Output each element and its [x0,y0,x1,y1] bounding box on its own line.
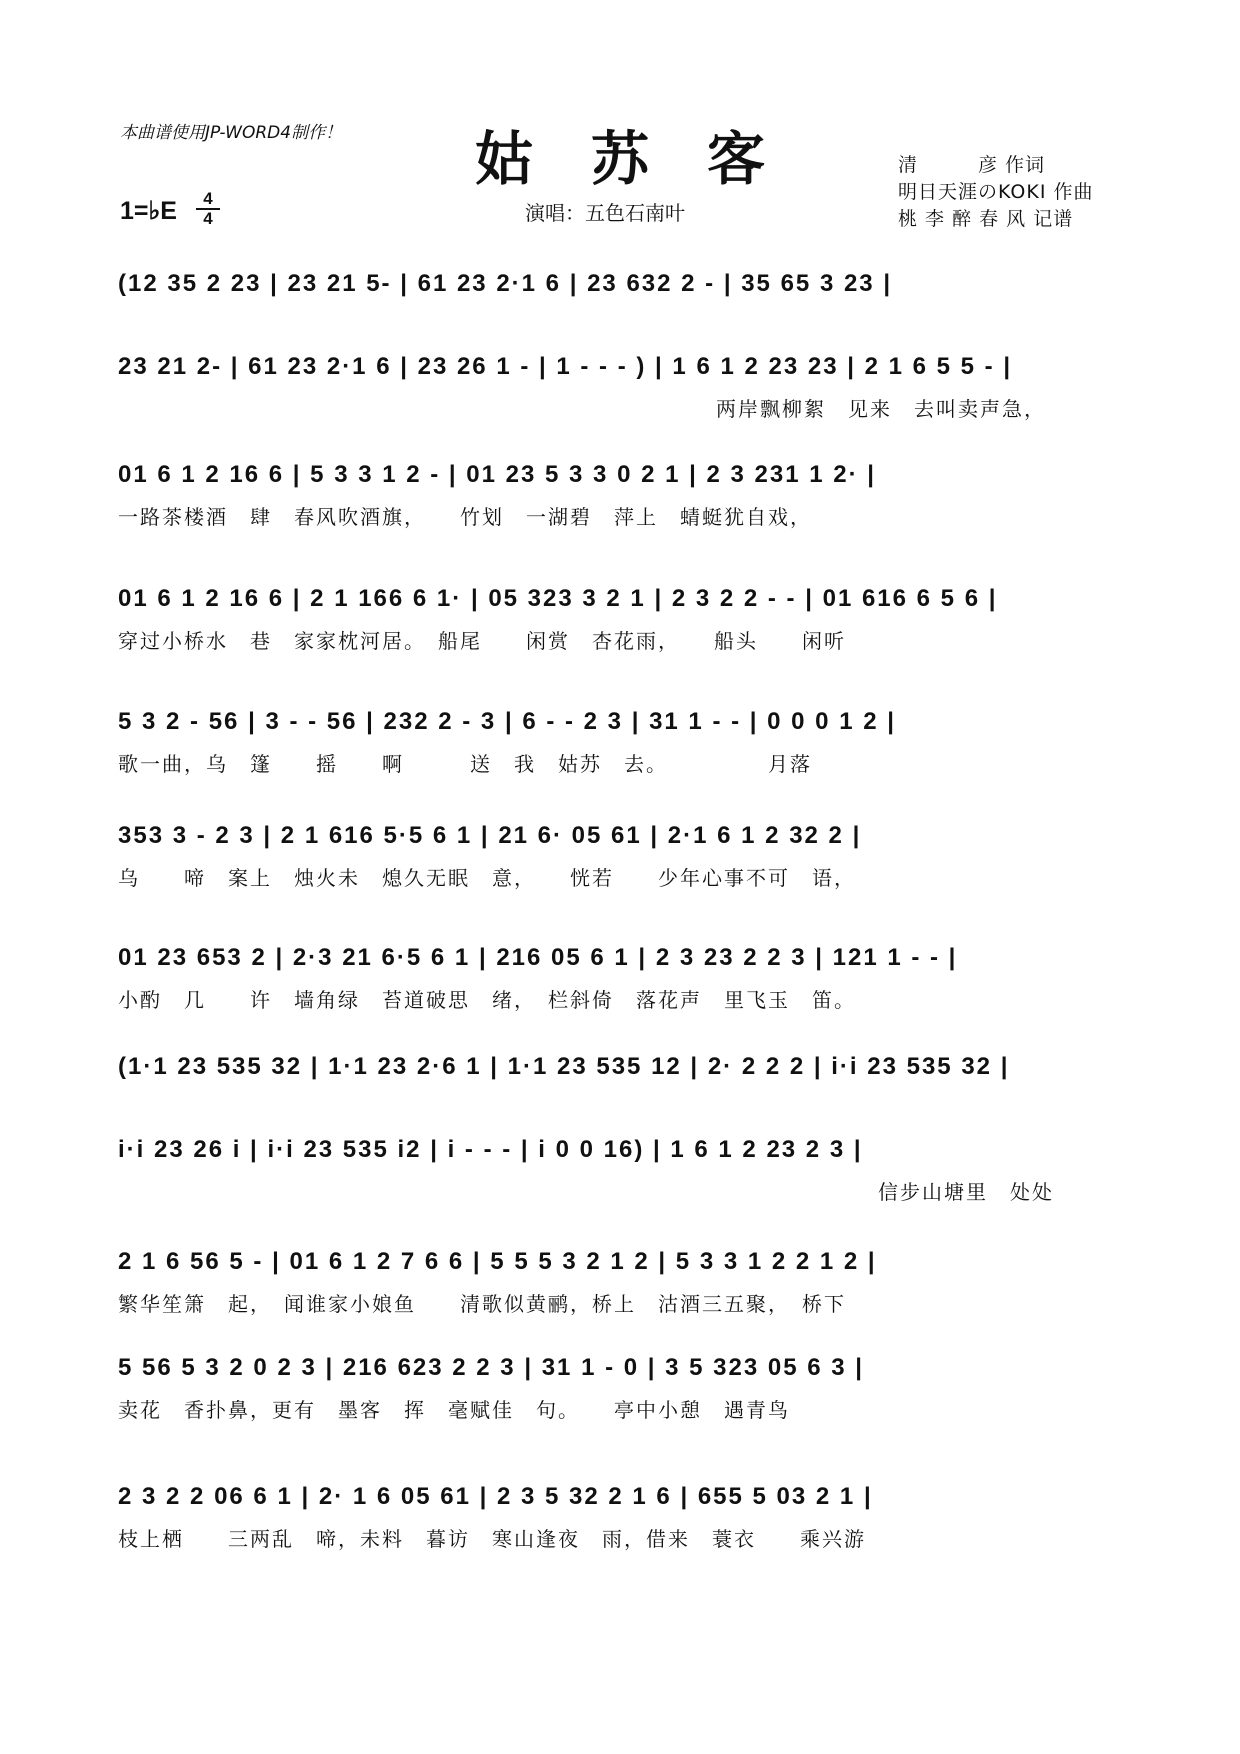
lyrics: 歌一曲，乌 篷 摇 啊 送 我 姑苏 去。 月落 [118,752,812,776]
lyrics: 卖花 香扑鼻，更有 墨客 挥 毫赋佳 句。 亭中小憩 遇青鸟 [118,1398,790,1422]
notation: 2 3 2 2 06 6 1 | 2· 1 6 05 61 | 2 3 5 32 2 1 6 | 655 5 03 2 1 | [118,1483,873,1510]
transcriber-credit: 桃 李 醉 春 风 记谱 [898,208,1074,230]
notation: i·i 23 26 i | i·i 23 535 i2 | i - - - | i 0 0 16) | 1 6 1 2 23 2 3 | [118,1136,863,1163]
score-line [118,1047,1122,1127]
software-note: 本曲谱使用JP-WORD4制作！ [120,123,343,143]
lyrics: 枝上栖 三两乱 啼，未料 暮访 寒山逢夜 雨，借来 蓑衣 乘兴游 [118,1527,866,1551]
notation: (1·1 23 535 32 | 1·1 23 2·6 1 | 1·1 23 535 12 | 2· 2 2 2 | i·i 23 535 32 | [118,1053,1010,1080]
score-line [118,816,1122,896]
credits [898,152,1093,233]
singer: 演唱：五色石南叶 [525,201,685,225]
key-signature: 1=♭E [120,197,177,225]
lyrics [118,1095,1122,1123]
score-line [118,1348,1122,1428]
lyrics: 穿过小桥水 巷 家家枕河居。 船尾 闲赏 杏花雨， 船头 闲听 [118,629,846,653]
time-signature-top: 4 [203,189,213,208]
score-line [118,579,1122,659]
score-line [118,1130,1122,1210]
score-line [118,347,1122,427]
lyrics: 一路茶楼酒 肆 春风吹酒旗， 竹划 一湖碧 萍上 蜻蜓犹自戏， [118,505,812,529]
lyrics [118,312,1122,340]
notation: 5 56 5 3 2 0 2 3 | 216 623 2 2 3 | 31 1 - 0 | 3 5 323 05 6 3 | [118,1354,864,1381]
composer-credit: 明日天涯のKOKI 作曲 [898,181,1094,203]
page-title: 姑苏客 [474,125,823,193]
notation: 01 6 1 2 16 6 | 5 3 3 1 2 - | 01 23 5 3 3 0 2 1 | 2 3 231 1 2· | [118,461,876,488]
score-line [118,702,1122,782]
lyrics: 两岸飘柳絮 见来 去叫卖声急， [716,397,1046,421]
score-line [118,938,1122,1018]
score-line [118,1477,1122,1557]
notation: 5 3 2 - 56 | 3 - - 56 | 232 2 - 3 | 6 - - 2 3 | 31 1 - - | 0 0 0 1 2 | [118,708,896,735]
notation: 2 1 6 56 5 - | 01 6 1 2 7 6 6 | 5 5 5 3 2 1 2 | 5 3 3 1 2 2 1 2 | [118,1248,877,1275]
notation: 01 6 1 2 16 6 | 2 1 166 6 1· | 05 323 3 2 1 | 2 3 2 2 - - | 01 616 6 5 6 | [118,585,998,612]
score-line [118,455,1122,535]
notation: 353 3 - 2 3 | 2 1 616 5·5 6 1 | 21 6· 05 61 | 2·1 6 1 2 32 2 | [118,822,862,849]
score-line [118,1242,1122,1322]
lyrics: 繁华笙箫 起， 闻谁家小娘鱼 清歌似黄鹂，桥上 沽酒三五聚， 桥下 [118,1292,846,1316]
notation: (12 35 2 23 | 23 21 5- | 61 23 2·1 6 | 23 632 2 - | 35 65 3 23 | [118,270,893,297]
lyricist-credit: 清 彦 作词 [898,154,1046,176]
lyrics: 小酌 几 许 墙角绿 苔道破思 绪， 栏斜倚 落花声 里飞玉 笛。 [118,988,856,1012]
lyrics: 信步山塘里 处处 [878,1180,1054,1204]
time-signature [196,190,220,228]
notation: 23 21 2- | 61 23 2·1 6 | 23 26 1 - | 1 - - - ) | 1 6 1 2 23 23 | 2 1 6 5 5 - | [118,353,1013,380]
score-line [118,264,1122,344]
lyrics: 乌 啼 案上 烛火未 熄久无眠 意， 恍若 少年心事不可 语， [118,866,856,890]
notation: 01 23 653 2 | 2·3 21 6·5 6 1 | 216 05 6 1 | 2 3 23 2 2 3 | 121 1 - - | [118,944,958,971]
time-signature-bottom: 4 [203,209,213,228]
